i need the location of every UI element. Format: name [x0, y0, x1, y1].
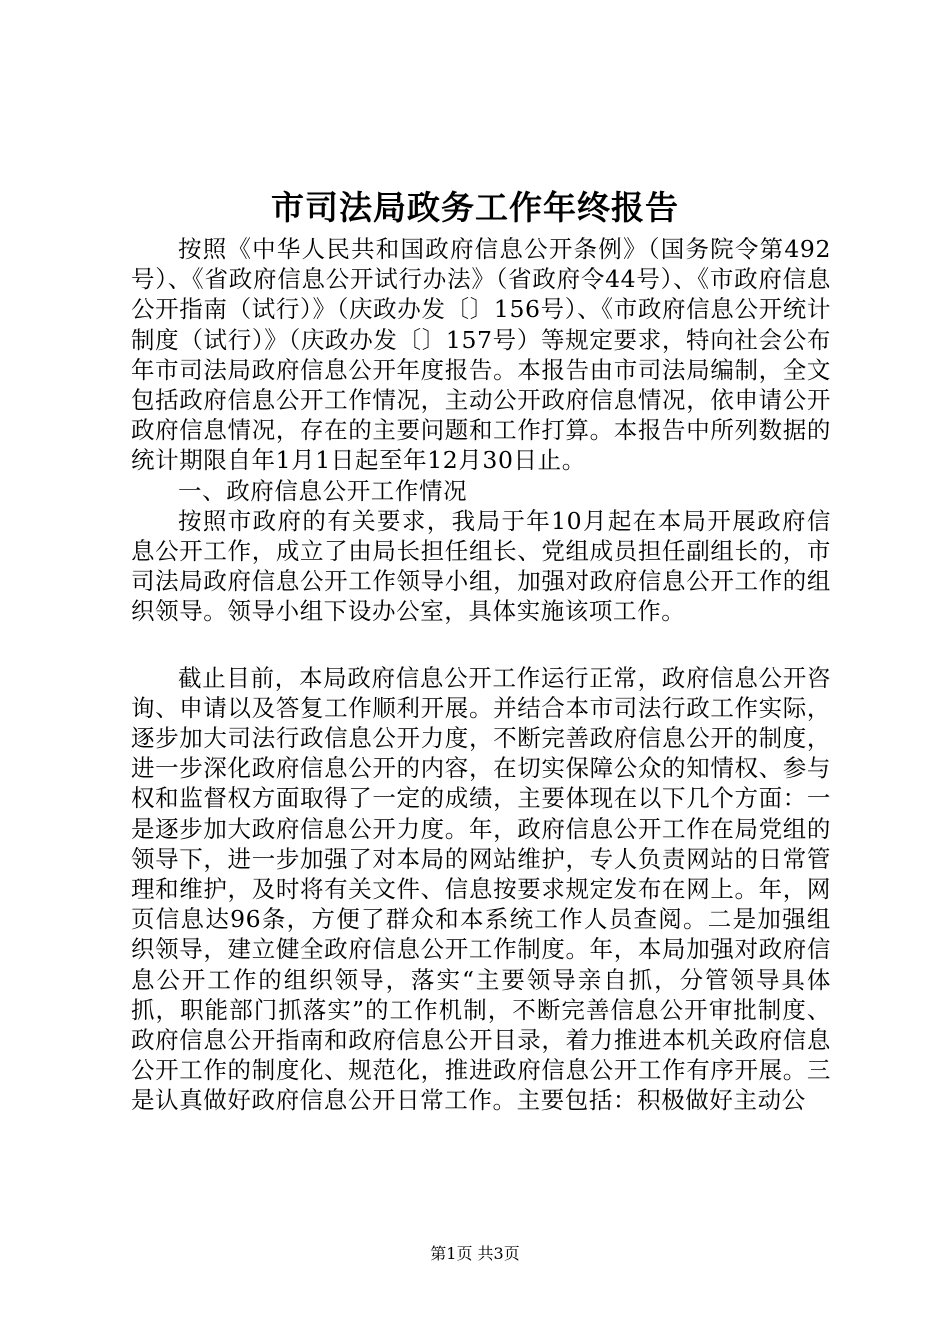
document-body: [131, 234, 831, 1116]
body-paragraph: 按照市政府的有关要求，我局于年10月起在本局开展政府信息公开工作，成立了由局长担任组长、党组成员担任副组长的，市司法局政府信息公开工作领导小组，加强对政府信息公开工作的组织领导。领导小组下设办公室，具体实施该项工作。: [131, 506, 831, 626]
paragraph-spacer: [131, 627, 831, 663]
document-title: 市司法局政务工作年终报告: [271, 188, 679, 227]
intro-paragraph: 按照《中华人民共和国政府信息公开条例》（国务院令第492号）、《省政府信息公开试行办法》（省政府令44号）、《市政府信息公开指南（试行）》（庆政办发〔〕156号）、《市政府信息公开统计制度（试行）》（庆政办发〔〕157号）等规定要求，特向社会公布年市司法局政府信息公开年度报告。本报告由市司法局编制，全文包括政府信息公开工作情况，主动公开政府信息情况，依申请公开政府信息情况，存在的主要问题和工作打算。本报告中所列数据的统计期限自年1月1日起至年12月30日止。: [131, 235, 831, 475]
body-paragraph: 截止目前，本局政府信息公开工作运行正常，政府信息公开咨询、申请以及答复工作顺利开展。并结合本市司法行政工作实际，逐步加大司法行政信息公开力度，不断完善政府信息公开的制度，进一步深化政府信息公开的内容，在切实保障公众的知情权、参与权和监督权方面取得了一定的成绩，主要体现在以下几个方面：一是逐步加大政府信息公开力度。年，政府信息公开工作在局党组的领导下，进一步加强了对本局的网站维护，专人负责网站的日常管理和维护，及时将有关文件、信息按要求规定发布在网上。年，网页信息达96条，方便了群众和本系统工作人员查阅。二是加强组织领导，建立健全政府信息公开工作制度。年，本局加强对政府信息公开工作的组织领导，落实“主要领导亲自抓，分管领导具体抓，职能部门抓落实”的工作机制，不断完善信息公开审批制度、政府信息公开指南和政府信息公开目录，着力推进本机关政府信息公开工作的制度化、规范化，推进政府信息公开工作有序开展。三是认真做好政府信息公开日常工作。主要包括：积极做好主动公: [131, 663, 831, 1115]
section-heading: 一、政府信息公开工作情况: [178, 476, 468, 505]
page-footer: 第1页 共3页: [430, 1244, 520, 1263]
